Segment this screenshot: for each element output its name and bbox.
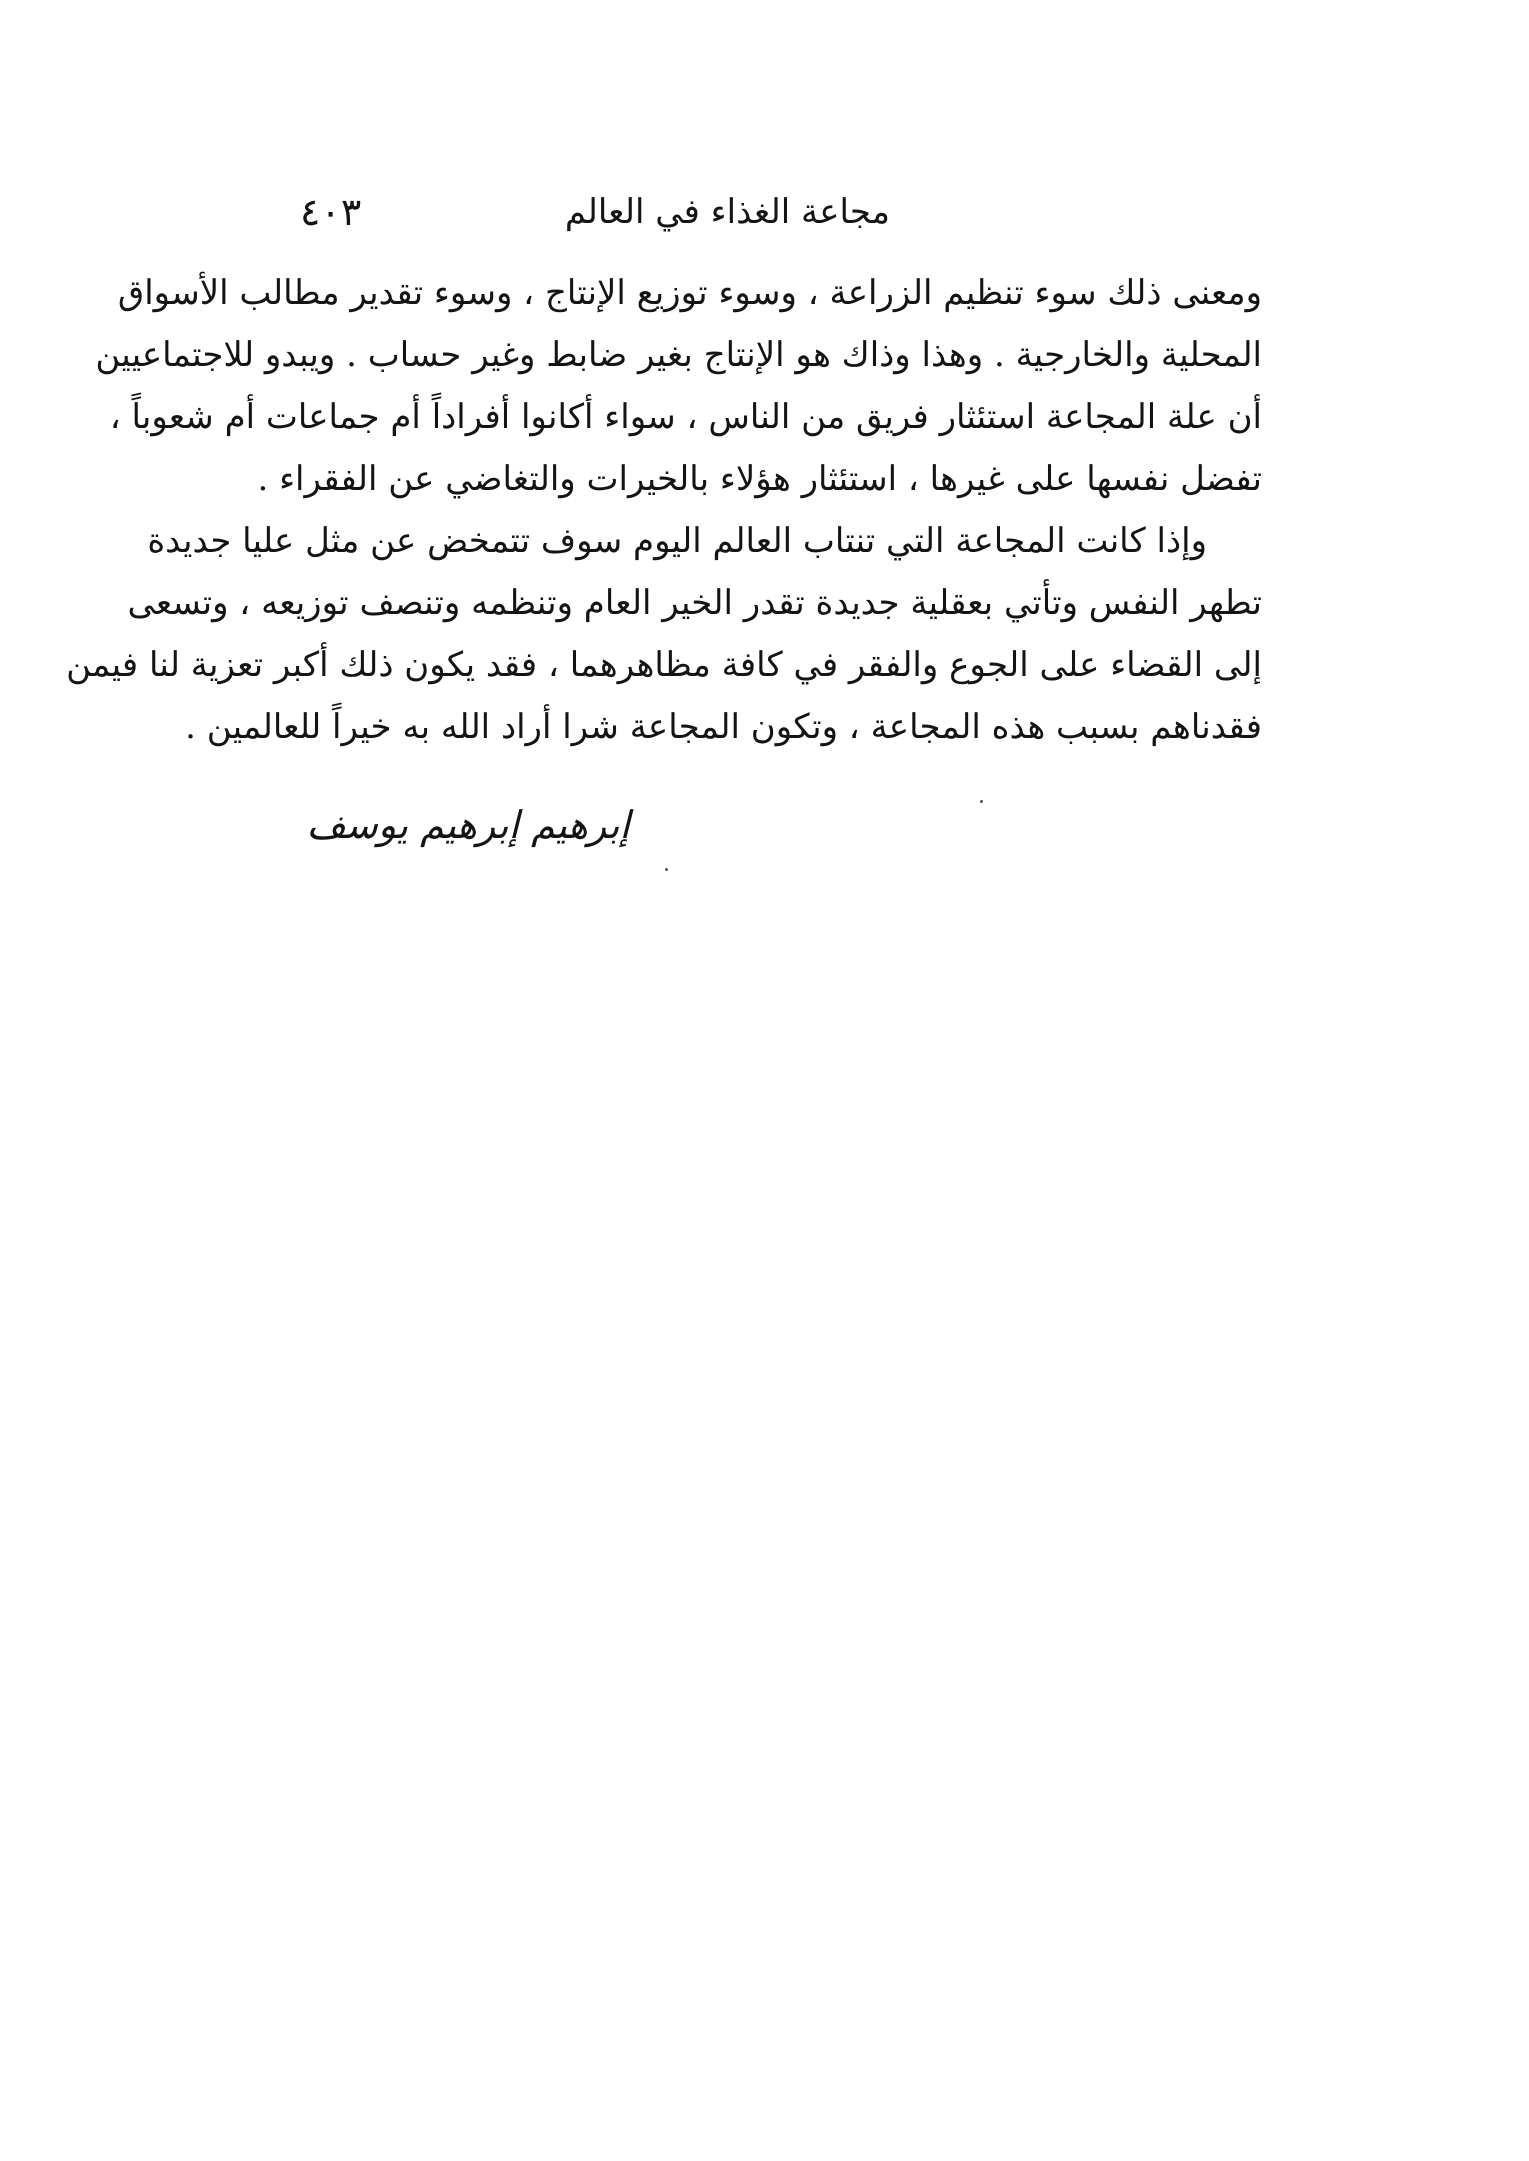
text-line: إلى القضاء على الجوع والفقر في كافة مظاهرهما ، فقد يكون ذلك أكبر تعزية لنا فيمن [66, 645, 1262, 685]
text-line: ومعنى ذلك سوء تنظيم الزراعة ، وسوء توزيع الإنتاج ، وسوء تقدير مطالب الأسواق [117, 273, 1262, 313]
text-line: وإذا كانت المجاعة التي تنتاب العالم اليوم سوف تتمخض عن مثل عليا جديدة [147, 521, 1207, 561]
running-title: مجاعة الغذاء في العالم [564, 192, 890, 232]
paragraph-1 [95, 262, 1262, 510]
body-text [66, 262, 1262, 758]
speck-mark [665, 868, 668, 871]
page-number: ٤٠٣ [300, 190, 362, 234]
author-signature: إبرهيم إبرهيم يوسف [306, 803, 630, 847]
running-header [300, 182, 890, 242]
speck-mark [980, 800, 983, 803]
text-line: تطهر النفس وتأتي بعقلية جديدة تقدر الخير العام وتنظمه وتنصف توزيعه ، وتسعى [127, 583, 1262, 623]
text-line: أن علة المجاعة استئثار فريق من الناس ، سواء أكانوا أفراداً أم جماعات أم شعوباً ، [109, 397, 1262, 437]
paragraph-2 [66, 510, 1262, 758]
text-line: تفضل نفسها على غيرها ، استئثار هؤلاء بالخيرات والتغاضي عن الفقراء . [257, 459, 1262, 499]
text-line: المحلية والخارجية . وهذا وذاك هو الإنتاج بغير ضابط وغير حساب . ويبدو للاجتماعيين [95, 335, 1262, 375]
text-line: فقدناهم بسبب هذه المجاعة ، وتكون المجاعة شرا أراد الله به خيراً للعالمين . [185, 707, 1262, 747]
